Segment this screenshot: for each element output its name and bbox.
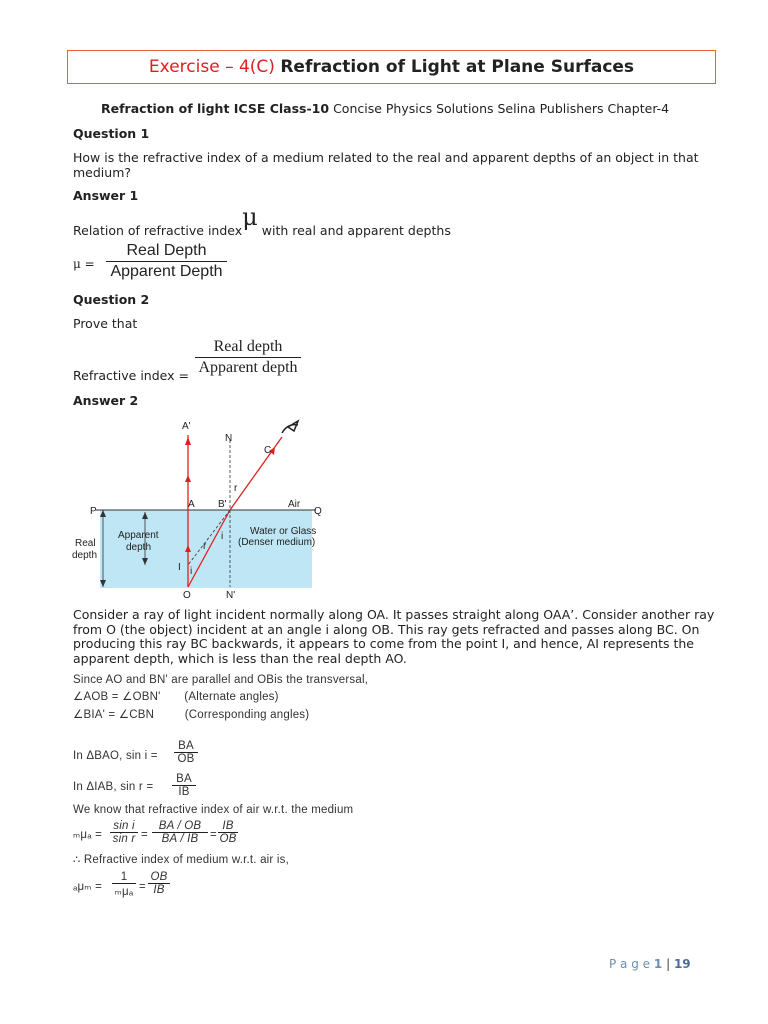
- answer-2-paragraph: Consider a ray of light incident normally along OA. It passes straight along OAA’. Consider another ray from O (the object) incident at an angle i along OB. This ray gets refracted and passes along BC. On producing this ray BC backwards, it appears to come from the point I, and hence, AI represents the apparent depth, which is less than the real depth AO.: [73, 607, 715, 666]
- line-9-fraction-1: [112, 871, 136, 898]
- label-n: N: [225, 433, 233, 444]
- mu-symbol: μ: [242, 203, 258, 231]
- label-denser: (Denser medium): [238, 537, 316, 548]
- line-5-den: IB: [178, 786, 190, 798]
- page-footer: [609, 957, 691, 971]
- label-c: C: [264, 445, 272, 456]
- line-7-f1-den: sin r: [112, 833, 136, 845]
- question-1-label: Question 1: [73, 126, 150, 141]
- label-b-prime: B': [218, 499, 227, 510]
- formula-1-fraction: [106, 241, 227, 282]
- subtitle-rest: Concise Physics Solutions Selina Publishers Chapter-4: [333, 101, 670, 116]
- question-2-numerator: Real depth: [213, 338, 283, 355]
- line-7-eq-2: =: [210, 829, 217, 841]
- subtitle-bold: Refraction of light ICSE Class-10: [101, 101, 330, 116]
- answer-2-label: Answer 2: [73, 393, 139, 408]
- eye-icon: [282, 421, 298, 433]
- ray-arrow-up: [185, 437, 191, 445]
- answer-2-line-6: We know that refractive index of air w.r.t. the medium: [73, 804, 354, 816]
- line-4-num: BA: [178, 740, 194, 752]
- subtitle: [101, 101, 669, 116]
- label-o: O: [183, 590, 191, 600]
- line-9-f2-num: OB: [150, 871, 168, 883]
- answer-2-line-7-lhs: ₘμₐ =: [73, 829, 102, 841]
- answer-2-line-1: Since AO and BN' are parallel and OBis the transversal,: [73, 674, 369, 686]
- answer-1-text-before: Relation of refractive index: [73, 223, 243, 238]
- refraction-diagram: [70, 415, 330, 600]
- formula-1-numerator: Real Depth: [126, 242, 207, 259]
- line-9-f1-den: ₘμₐ: [114, 886, 134, 898]
- line-9-f2-den: IB: [153, 884, 165, 896]
- label-air: Air: [288, 499, 301, 510]
- label-r-mid: r: [203, 541, 207, 552]
- answer-2-line-5: In ΔIAB, sin r =: [73, 781, 154, 793]
- label-i-point: I: [178, 562, 181, 573]
- line-4-fraction: [174, 740, 198, 765]
- line-7-fraction-3: [218, 820, 238, 845]
- answer-1-label: Answer 1: [73, 188, 139, 203]
- label-a: A: [188, 499, 195, 510]
- label-a-prime: A': [182, 421, 191, 432]
- page-total: 19: [673, 957, 691, 971]
- line-7-f3-den: OB: [219, 833, 237, 845]
- line-5-fraction: [172, 773, 196, 798]
- label-r-top: r: [234, 483, 238, 494]
- line-7-f2-num: BA / OB: [158, 820, 202, 832]
- answer-2-line-4: In ΔBAO, sin i =: [73, 750, 158, 762]
- label-n-prime: N': [226, 590, 236, 600]
- label-depth-2: depth: [72, 550, 98, 561]
- line-7-fraction-1: [110, 820, 138, 845]
- question-2-lhs: Refractive index =: [73, 368, 189, 383]
- question-2-label: Question 2: [73, 292, 150, 307]
- line-7-f2-den: BA / IB: [161, 833, 199, 845]
- page-number: 1: [653, 957, 663, 971]
- line-7-f1-num: sin i: [113, 820, 135, 832]
- label-depth-1: depth: [126, 542, 152, 553]
- page-separator: |: [666, 957, 671, 971]
- prove-text: Prove that: [73, 316, 138, 331]
- line-5-num: BA: [176, 773, 192, 785]
- answer-1-text-after: with real and apparent depths: [261, 223, 451, 238]
- line-9-fraction-2: [148, 871, 170, 896]
- line-9-f1-num: 1: [120, 871, 128, 883]
- label-i-bottom: i: [190, 566, 193, 577]
- question-1-text: How is the refractive index of a medium related to the real and apparent depths of an object in that medium?: [73, 150, 699, 180]
- line-9-eq: =: [139, 881, 146, 893]
- exercise-number: Exercise – 4(C): [148, 57, 275, 77]
- formula-1-lhs: μ =: [73, 257, 95, 271]
- exercise-title-box: [67, 50, 716, 84]
- line-7-fraction-2: [152, 820, 208, 845]
- line-4-den: OB: [177, 753, 195, 765]
- answer-2-line-9-lhs: ₐμₘ =: [73, 881, 102, 893]
- exercise-topic: Refraction of Light at Plane Surfaces: [280, 57, 635, 77]
- line-7-f3-num: IB: [222, 820, 234, 832]
- ray-arrow-mid: [185, 475, 191, 482]
- label-q: Q: [314, 506, 322, 517]
- answer-1-line: [73, 203, 451, 238]
- label-i-right: i: [221, 531, 224, 542]
- answer-2-line-8: ∴ Refractive index of medium w.r.t. air is,: [73, 854, 289, 866]
- label-water: Water or Glass: [250, 526, 317, 537]
- label-p: P: [90, 506, 97, 517]
- label-apparent: Apparent: [118, 530, 159, 541]
- page-word: P a g e: [609, 957, 651, 971]
- formula-1-denominator: Apparent Depth: [110, 263, 223, 280]
- label-real: Real: [75, 538, 96, 549]
- question-2-fraction: [195, 337, 301, 378]
- line-7-eq-1: =: [141, 829, 148, 841]
- answer-2-line-3: ∠BIA' = ∠CBN (Corresponding angles): [73, 709, 310, 721]
- question-2-denominator: Apparent depth: [198, 359, 298, 376]
- answer-2-line-2: ∠AOB = ∠OBN' (Alternate angles): [73, 691, 279, 703]
